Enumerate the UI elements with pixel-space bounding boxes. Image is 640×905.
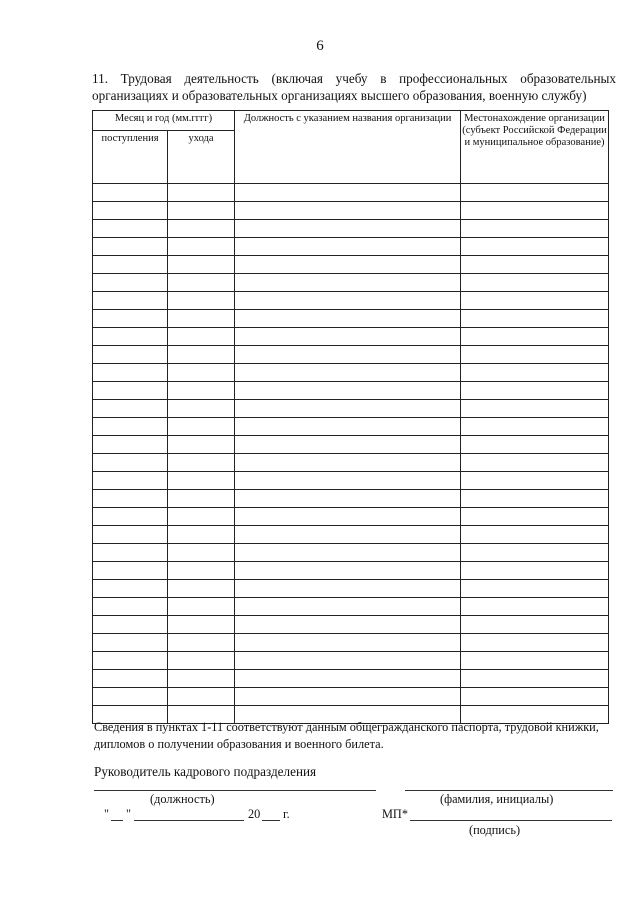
table-row <box>93 238 609 256</box>
position-cell[interactable] <box>235 688 461 706</box>
start-date-cell[interactable] <box>93 454 168 472</box>
position-cell[interactable] <box>235 616 461 634</box>
end-date-cell[interactable] <box>168 652 235 670</box>
location-cell[interactable] <box>461 634 609 652</box>
end-date-cell[interactable] <box>168 634 235 652</box>
page-number: 6 <box>316 38 324 54</box>
table-row <box>93 418 609 436</box>
end-date-cell[interactable] <box>168 454 235 472</box>
start-date-cell[interactable] <box>93 364 168 382</box>
end-date-cell[interactable] <box>168 598 235 616</box>
start-date-header: поступления <box>93 131 168 184</box>
table-row <box>93 562 609 580</box>
start-date-cell[interactable] <box>93 652 168 670</box>
section-heading: 11. Трудовая деятельность (включая учебу в профессиональных образовательных организациях и образовательных организациях высшего образования, военную службу) <box>92 71 616 103</box>
location-cell[interactable] <box>461 292 609 310</box>
position-cell[interactable] <box>235 382 461 400</box>
start-date-cell[interactable] <box>93 220 168 238</box>
table-row <box>93 454 609 472</box>
location-cell[interactable] <box>461 184 609 202</box>
position-cell[interactable] <box>235 652 461 670</box>
position-cell[interactable] <box>235 202 461 220</box>
location-cell[interactable] <box>461 418 609 436</box>
start-date-cell[interactable] <box>93 274 168 292</box>
end-date-cell[interactable] <box>168 400 235 418</box>
end-date-cell[interactable] <box>168 490 235 508</box>
end-date-cell[interactable] <box>168 562 235 580</box>
position-cell[interactable] <box>235 436 461 454</box>
table-row <box>93 292 609 310</box>
table-row <box>93 670 609 688</box>
location-cell[interactable] <box>461 436 609 454</box>
table-row <box>93 274 609 292</box>
position-cell[interactable] <box>235 598 461 616</box>
work-history-table <box>92 110 609 724</box>
table-row <box>93 688 609 706</box>
position-cell[interactable] <box>235 580 461 598</box>
start-date-cell[interactable] <box>93 328 168 346</box>
position-line[interactable] <box>94 790 376 791</box>
location-cell[interactable] <box>461 670 609 688</box>
table-row <box>93 346 609 364</box>
end-date-cell[interactable] <box>168 256 235 274</box>
location-cell[interactable] <box>461 688 609 706</box>
table-row <box>93 184 609 202</box>
location-cell[interactable] <box>461 238 609 256</box>
end-date-cell[interactable] <box>168 670 235 688</box>
location-cell[interactable] <box>461 544 609 562</box>
date-month-line[interactable] <box>134 820 244 821</box>
start-date-cell[interactable] <box>93 688 168 706</box>
start-date-cell[interactable] <box>93 616 168 634</box>
position-cell[interactable] <box>235 454 461 472</box>
position-cell[interactable] <box>235 670 461 688</box>
position-cell[interactable] <box>235 508 461 526</box>
hr-head-label: Руководитель кадрового подразделения <box>94 764 317 779</box>
location-cell[interactable] <box>461 454 609 472</box>
table-row <box>93 526 609 544</box>
position-cell[interactable] <box>235 472 461 490</box>
table-row <box>93 436 609 454</box>
year-suffix: г. <box>283 807 290 821</box>
position-cell[interactable] <box>235 400 461 418</box>
signature-line[interactable] <box>410 820 612 821</box>
location-cell[interactable] <box>461 526 609 544</box>
position-cell[interactable] <box>235 418 461 436</box>
end-date-cell[interactable] <box>168 382 235 400</box>
name-caption: (фамилия, инициалы) <box>440 792 554 806</box>
end-date-header: ухода <box>168 131 235 184</box>
date-quote-close: " <box>126 807 132 821</box>
table-row <box>93 220 609 238</box>
position-cell[interactable] <box>235 274 461 292</box>
start-date-cell[interactable] <box>93 292 168 310</box>
position-cell[interactable] <box>235 310 461 328</box>
end-date-cell[interactable] <box>168 202 235 220</box>
location-cell[interactable] <box>461 364 609 382</box>
start-date-cell[interactable] <box>93 670 168 688</box>
start-date-cell[interactable] <box>93 436 168 454</box>
position-cell[interactable] <box>235 328 461 346</box>
location-cell[interactable] <box>461 562 609 580</box>
end-date-cell[interactable] <box>168 238 235 256</box>
position-cell[interactable] <box>235 562 461 580</box>
position-cell[interactable] <box>235 346 461 364</box>
position-cell[interactable] <box>235 364 461 382</box>
start-date-cell[interactable] <box>93 562 168 580</box>
start-date-cell[interactable] <box>93 400 168 418</box>
location-cell[interactable] <box>461 382 609 400</box>
end-date-cell[interactable] <box>168 508 235 526</box>
table-row <box>93 508 609 526</box>
location-cell[interactable] <box>461 310 609 328</box>
start-date-cell[interactable] <box>93 184 168 202</box>
table-row <box>93 634 609 652</box>
position-cell[interactable] <box>235 526 461 544</box>
start-date-cell[interactable] <box>93 202 168 220</box>
end-date-cell[interactable] <box>168 328 235 346</box>
start-date-cell[interactable] <box>93 382 168 400</box>
signature-caption: (подпись) <box>469 823 521 837</box>
location-cell[interactable] <box>461 328 609 346</box>
end-date-cell[interactable] <box>168 580 235 598</box>
end-date-cell[interactable] <box>168 184 235 202</box>
location-cell[interactable] <box>461 346 609 364</box>
end-date-cell[interactable] <box>168 688 235 706</box>
end-date-cell[interactable] <box>168 220 235 238</box>
start-date-cell[interactable] <box>93 490 168 508</box>
table-row <box>93 400 609 418</box>
location-cell[interactable] <box>461 472 609 490</box>
table-row <box>93 202 609 220</box>
location-cell[interactable] <box>461 490 609 508</box>
end-date-cell[interactable] <box>168 616 235 634</box>
position-header: Должность с указанием названия организации <box>235 111 461 184</box>
table-row <box>93 544 609 562</box>
position-cell[interactable] <box>235 292 461 310</box>
location-cell[interactable] <box>461 580 609 598</box>
position-cell[interactable] <box>235 634 461 652</box>
start-date-cell[interactable] <box>93 598 168 616</box>
location-cell[interactable] <box>461 274 609 292</box>
location-cell[interactable] <box>461 256 609 274</box>
end-date-cell[interactable] <box>168 418 235 436</box>
start-date-cell[interactable] <box>93 238 168 256</box>
table-row <box>93 310 609 328</box>
position-cell[interactable] <box>235 238 461 256</box>
date-quote-open: " <box>104 807 110 821</box>
location-cell[interactable] <box>461 220 609 238</box>
end-date-cell[interactable] <box>168 310 235 328</box>
position-cell[interactable] <box>235 490 461 508</box>
table-row <box>93 328 609 346</box>
table-row <box>93 616 609 634</box>
table-row <box>93 490 609 508</box>
start-date-cell[interactable] <box>93 256 168 274</box>
end-date-cell[interactable] <box>168 436 235 454</box>
end-date-cell[interactable] <box>168 346 235 364</box>
month-year-header: Месяц и год (мм.гггг) <box>93 111 235 131</box>
year-prefix: 20 <box>248 807 261 821</box>
end-date-cell[interactable] <box>168 274 235 292</box>
table-row <box>93 580 609 598</box>
end-date-cell[interactable] <box>168 526 235 544</box>
position-caption: (должность) <box>150 792 215 806</box>
table-row <box>93 598 609 616</box>
location-cell[interactable] <box>461 202 609 220</box>
table-row <box>93 364 609 382</box>
location-cell[interactable] <box>461 652 609 670</box>
table-row <box>93 382 609 400</box>
table-row <box>93 256 609 274</box>
start-date-cell[interactable] <box>93 472 168 490</box>
location-cell[interactable] <box>461 400 609 418</box>
footnote: Сведения в пунктах 1-11 соответствуют данным общегражданского паспорта, трудовой книжки, дипломов о получении образования и военного билета. <box>94 720 599 751</box>
location-cell[interactable] <box>461 508 609 526</box>
start-date-cell[interactable] <box>93 310 168 328</box>
position-cell[interactable] <box>235 220 461 238</box>
table-row <box>93 472 609 490</box>
location-cell[interactable] <box>461 598 609 616</box>
date-year-line[interactable] <box>262 820 280 821</box>
stamp-label: МП* <box>382 807 408 821</box>
end-date-cell[interactable] <box>168 364 235 382</box>
start-date-cell[interactable] <box>93 580 168 598</box>
start-date-cell[interactable] <box>93 418 168 436</box>
start-date-cell[interactable] <box>93 526 168 544</box>
name-line[interactable] <box>405 790 613 791</box>
date-day-line[interactable] <box>111 820 123 821</box>
start-date-cell[interactable] <box>93 634 168 652</box>
location-header: Местонахождение организации (субъект Российской Федерации и муниципальное образование) <box>461 111 609 184</box>
end-date-cell[interactable] <box>168 544 235 562</box>
end-date-cell[interactable] <box>168 292 235 310</box>
end-date-cell[interactable] <box>168 472 235 490</box>
table-row <box>93 652 609 670</box>
start-date-cell[interactable] <box>93 508 168 526</box>
start-date-cell[interactable] <box>93 544 168 562</box>
start-date-cell[interactable] <box>93 346 168 364</box>
location-cell[interactable] <box>461 616 609 634</box>
position-cell[interactable] <box>235 256 461 274</box>
position-cell[interactable] <box>235 184 461 202</box>
position-cell[interactable] <box>235 544 461 562</box>
